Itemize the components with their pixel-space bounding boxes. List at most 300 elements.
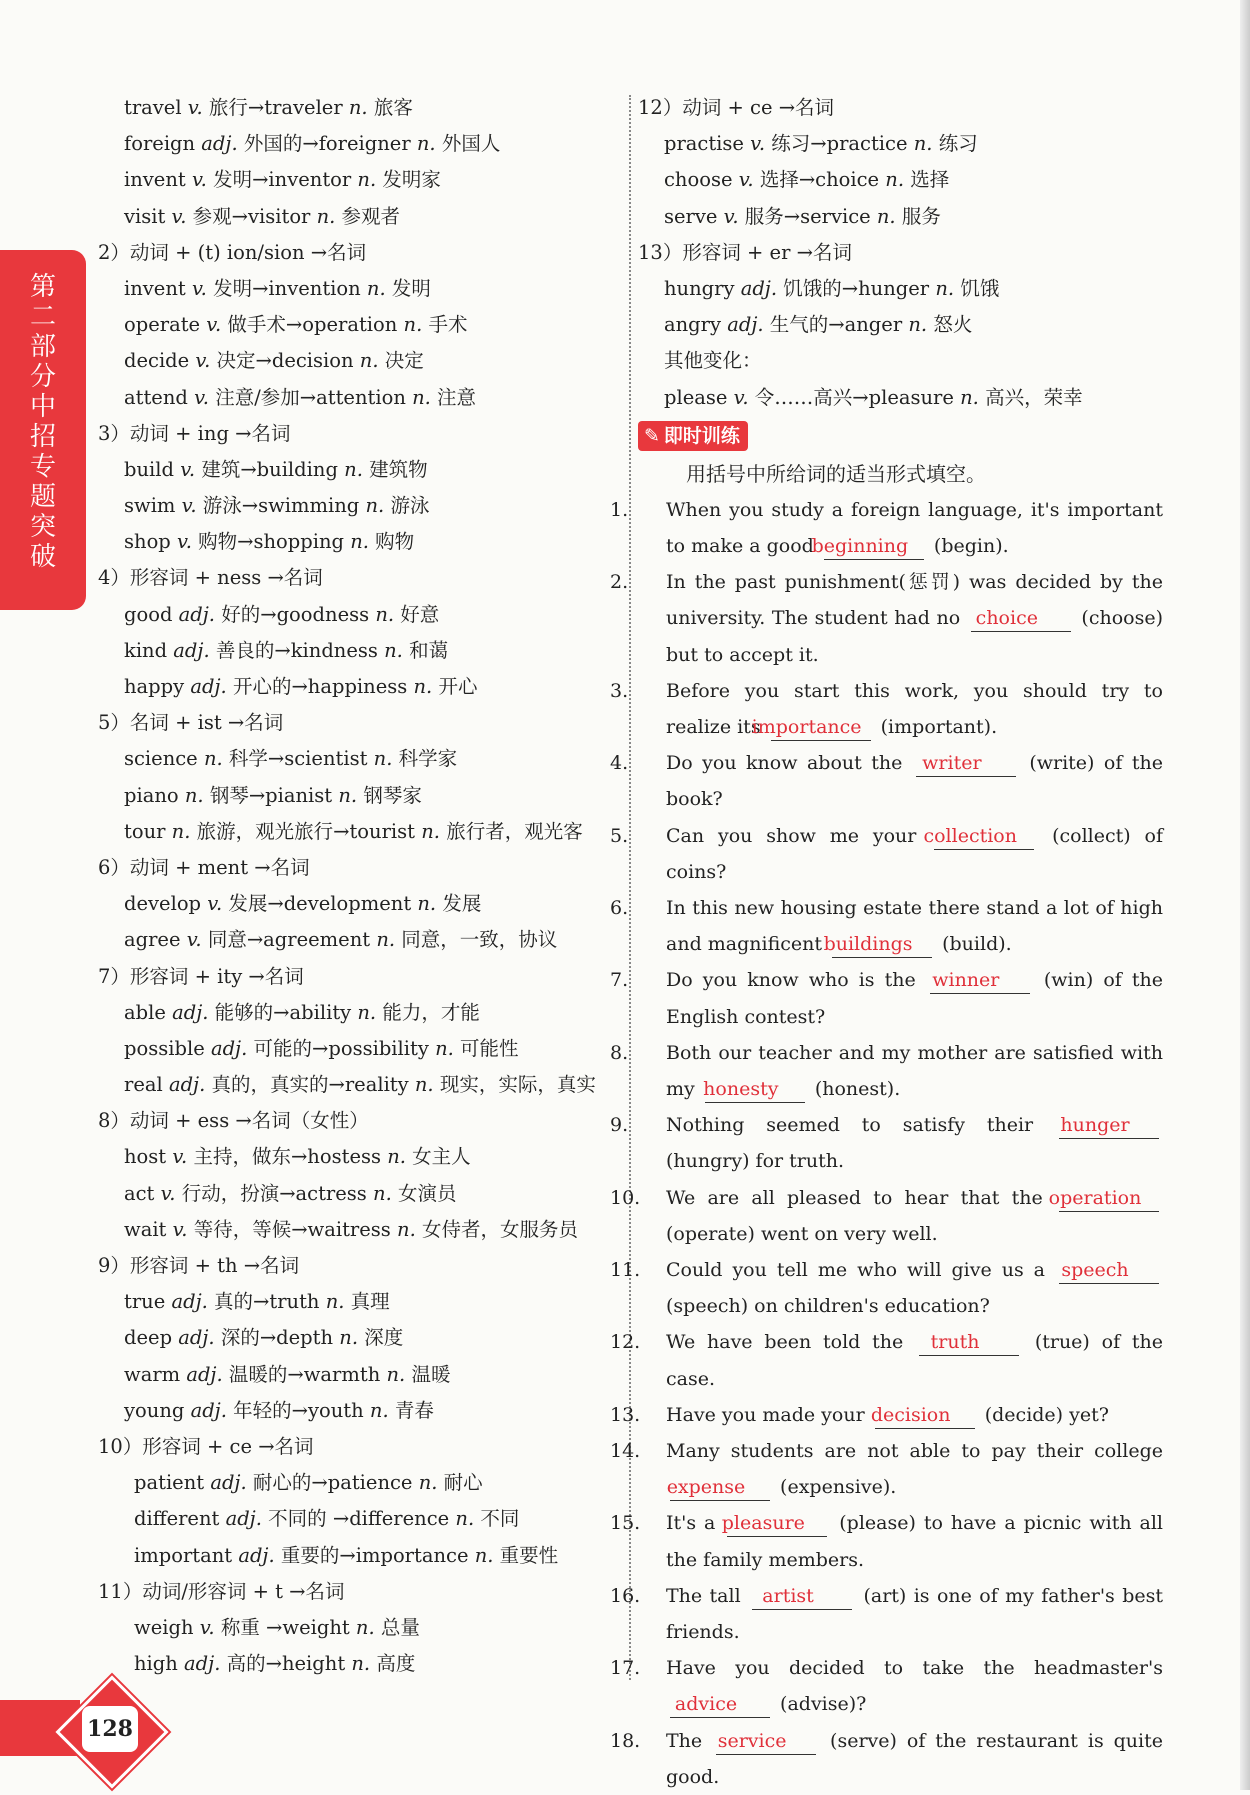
meaning: 手术	[428, 313, 468, 337]
part-of-speech: v.	[187, 96, 209, 119]
rule-heading: 2）动词 + (t) ion/sion →名词	[98, 240, 367, 264]
base-word: invent	[124, 276, 192, 300]
part-of-speech: adj.	[210, 1471, 253, 1495]
base-word: hungry	[664, 276, 741, 300]
word-pair	[98, 1176, 608, 1212]
question-item	[610, 890, 1163, 962]
derived-word: development	[283, 892, 418, 916]
derived-word: attention	[316, 385, 413, 409]
meaning: 重要的→	[280, 1543, 356, 1567]
derived-word: hostess	[307, 1145, 388, 1169]
part-of-speech: v.	[738, 168, 760, 192]
question-number: 11.	[610, 1258, 641, 1281]
question-text: Do you know about the	[666, 752, 912, 775]
base-word: deep	[124, 1326, 179, 1350]
answer-blank: decision	[875, 1402, 975, 1429]
question-text: Before you start this work, you should try to realize its	[666, 679, 1163, 738]
question-text: Can you show me your	[666, 824, 931, 847]
meaning: 发展	[442, 892, 482, 916]
part-of-speech: v.	[206, 313, 228, 337]
meaning: 女主人	[412, 1145, 471, 1169]
part-of-speech: adj.	[190, 675, 233, 698]
answer-blank: winner	[930, 967, 1030, 994]
word-pair	[638, 307, 1163, 343]
derived-word: invention	[268, 276, 367, 300]
part-of-speech: v.	[191, 276, 214, 300]
base-word: travel	[124, 96, 188, 119]
meaning: 不同的 →	[268, 1507, 350, 1531]
meaning: 不同	[480, 1507, 520, 1531]
word-pair	[638, 126, 1163, 162]
question-text: Have you decided to take the headmaster's	[666, 1657, 1163, 1680]
derived-word: possibility	[328, 1036, 436, 1060]
meaning: 做手术→	[227, 313, 303, 337]
question-hint: (hungry) for truth.	[666, 1150, 845, 1173]
meaning: 练习→	[771, 132, 827, 156]
part-of-speech: n.	[351, 1652, 377, 1676]
question-hint: (advise)?	[774, 1693, 867, 1716]
side-tab	[0, 250, 86, 610]
answer-blank: artist	[752, 1583, 852, 1610]
question-hint: (operate) went on very well.	[666, 1222, 938, 1245]
question-hint: (collect) of coins?	[666, 824, 1163, 883]
base-word: act	[124, 1181, 161, 1205]
word-pair	[638, 271, 1163, 307]
question-text: In this new housing estate there stand a lot of high and magnificent	[666, 896, 1163, 956]
meaning: 旅行者，观光客	[446, 819, 583, 843]
rule-heading: 13）形容词 + er →名词	[638, 240, 852, 264]
base-word: patient	[134, 1471, 211, 1495]
meaning: 善良的→	[215, 638, 291, 662]
base-word: invent	[124, 168, 192, 192]
base-word: please	[664, 385, 734, 409]
word-pair	[638, 380, 1163, 416]
question-item	[610, 1180, 1163, 1252]
derived-word: warmth	[303, 1362, 387, 1386]
rule-heading: 12）动词 + ce →名词	[638, 96, 835, 119]
question-hint: (choose) but to accept it.	[666, 607, 1163, 666]
part-of-speech: n.	[376, 928, 402, 952]
part-of-speech: n.	[184, 783, 210, 807]
part-of-speech: n.	[908, 313, 934, 337]
question-number: 1.	[610, 498, 629, 521]
question-hint: (speech) on children's education?	[666, 1295, 990, 1318]
part-of-speech: v.	[207, 892, 229, 916]
answer-blank: buildings	[832, 931, 932, 958]
part-of-speech: n.	[387, 1145, 413, 1169]
question-text: Many students are not able to pay their college	[666, 1439, 1163, 1462]
meaning: 科学家	[398, 747, 458, 771]
word-pair	[98, 1320, 608, 1356]
word-pair	[98, 1031, 608, 1067]
part-of-speech: n.	[203, 747, 229, 771]
meaning: 真的，真实的→	[211, 1073, 345, 1097]
meaning: 真理	[350, 1290, 390, 1314]
part-of-speech: adj.	[172, 1000, 215, 1024]
part-of-speech: n.	[416, 132, 442, 156]
word-pair	[98, 1465, 608, 1501]
meaning: 耐心	[443, 1471, 483, 1495]
part-of-speech: n.	[338, 783, 364, 807]
rule-heading: 3）动词 + ing →名词	[98, 421, 291, 445]
part-of-speech: n.	[355, 1615, 381, 1639]
question-hint: (begin).	[927, 534, 1009, 557]
meaning: 同意→	[207, 928, 264, 952]
meaning: 旅客	[373, 96, 413, 119]
base-word: host	[124, 1145, 173, 1169]
meaning: 发展→	[228, 892, 284, 916]
answer-blank: writer	[916, 750, 1016, 777]
meaning: 高兴，荣幸	[985, 385, 1083, 409]
question-item	[610, 1433, 1163, 1505]
word-pair	[98, 524, 608, 560]
meaning: 耐心的→	[252, 1471, 328, 1495]
rule-note: 其他变化：	[664, 349, 762, 373]
part-of-speech: n.	[885, 168, 911, 192]
part-of-speech: n.	[435, 1036, 461, 1060]
meaning: 年轻的→	[233, 1398, 308, 1422]
meaning: 女演员	[397, 1181, 457, 1205]
part-of-speech: adj.	[190, 1398, 234, 1422]
base-word: wait	[124, 1217, 173, 1241]
derived-word: pleasure	[868, 385, 961, 409]
part-of-speech: n.	[365, 494, 391, 518]
word-pair	[98, 597, 608, 633]
base-word: able	[124, 1000, 173, 1024]
part-of-speech: v.	[191, 168, 214, 192]
meaning: 行动，扮演→	[181, 1181, 296, 1205]
meaning: 同意，一致，协议	[401, 928, 558, 952]
meaning: 温暖	[411, 1362, 451, 1386]
word-pair	[98, 741, 608, 777]
side-tab-label: 第二部分 中招专题突破	[29, 272, 56, 572]
part-of-speech: n.	[455, 1507, 481, 1531]
meaning: 游泳	[390, 494, 430, 518]
base-word: practise	[664, 132, 751, 156]
derived-word: truth	[269, 1290, 326, 1314]
meaning: 购物	[375, 530, 415, 554]
word-pair	[98, 126, 608, 162]
meaning: 发明→	[213, 168, 269, 192]
meaning: 游泳→	[202, 494, 259, 518]
meaning: 深的→	[220, 1326, 277, 1350]
question-hint: (true) of the case.	[666, 1331, 1164, 1390]
question-text: The	[666, 1729, 713, 1752]
base-word: weigh	[134, 1615, 200, 1639]
meaning: 练习	[938, 132, 978, 156]
part-of-speech: n.	[413, 675, 439, 698]
base-word: foreign	[124, 132, 202, 156]
meaning: 可能性	[460, 1036, 519, 1060]
meaning: 女侍者，女服务员	[421, 1217, 578, 1241]
meaning: 建筑→	[201, 457, 257, 481]
derived-word: kindness	[290, 638, 385, 662]
pencil-icon: ✎	[644, 424, 660, 447]
base-word: kind	[124, 638, 174, 662]
question-text: It's a	[666, 1512, 724, 1535]
base-word: visit	[124, 204, 172, 228]
answer-blank: collection	[934, 823, 1034, 850]
word-pair	[98, 1139, 608, 1175]
part-of-speech: adj.	[168, 1073, 212, 1097]
meaning: 注意/参加→	[215, 385, 317, 409]
page-edge	[1240, 0, 1250, 1790]
question-number: 5.	[610, 824, 629, 847]
part-of-speech: v.	[160, 1181, 182, 1205]
meaning: 怒火	[933, 313, 973, 337]
base-word: warm	[124, 1362, 187, 1386]
part-of-speech: n.	[359, 349, 385, 373]
base-word: young	[124, 1398, 191, 1422]
question-item	[610, 962, 1163, 1034]
base-word: attend	[124, 385, 195, 409]
derived-word: patience	[327, 1471, 419, 1495]
part-of-speech: n.	[421, 819, 447, 843]
word-pair	[98, 922, 608, 958]
question-item	[610, 818, 1163, 890]
part-of-speech: adj.	[171, 1290, 215, 1314]
base-word: shop	[124, 530, 177, 554]
part-of-speech: adj.	[201, 132, 244, 156]
meaning: 服务	[901, 204, 941, 228]
part-of-speech: n.	[935, 276, 961, 300]
meaning: 好意	[400, 602, 440, 626]
word-pair	[98, 778, 608, 814]
rule-heading: 11）动词/形容词 + t →名词	[98, 1579, 345, 1603]
answer-blank: beginning	[824, 533, 924, 560]
base-word: real	[124, 1073, 169, 1097]
derived-word: decision	[271, 349, 360, 373]
base-word: serve	[664, 204, 724, 228]
part-of-speech: n.	[339, 1326, 365, 1350]
part-of-speech: adj.	[238, 1543, 281, 1567]
base-word: agree	[124, 928, 187, 952]
question-number: 15.	[610, 1512, 641, 1535]
word-pair	[98, 1610, 608, 1646]
part-of-speech: n.	[412, 385, 438, 409]
meaning: 旅行→	[208, 96, 265, 119]
meaning: 可能的→	[253, 1036, 329, 1060]
part-of-speech: adj.	[210, 1036, 254, 1060]
word-pair	[98, 1284, 608, 1320]
part-of-speech: n.	[417, 892, 443, 916]
meaning: 参观→	[192, 204, 248, 228]
base-word: tour	[124, 819, 172, 843]
part-of-speech: v.	[177, 530, 199, 554]
rule-heading: 9）形容词 + th →名词	[98, 1254, 300, 1277]
meaning: 青春	[394, 1398, 434, 1422]
part-of-speech: adj.	[740, 276, 784, 300]
part-of-speech: n.	[384, 638, 410, 662]
part-of-speech: n.	[373, 1181, 398, 1205]
part-of-speech: n.	[373, 747, 399, 771]
page-number-box	[82, 1706, 138, 1752]
base-word: decide	[124, 349, 196, 373]
base-word: true	[124, 1290, 172, 1314]
base-word: build	[124, 457, 181, 481]
meaning: 钢琴→	[209, 783, 266, 807]
answer-blank: speech	[1059, 1257, 1159, 1284]
base-word: piano	[124, 783, 185, 807]
answer-blank: truth	[919, 1329, 1019, 1356]
word-pair	[98, 995, 608, 1031]
part-of-speech: v.	[195, 349, 217, 373]
meaning: 开心	[438, 675, 478, 698]
rule-heading: 10）形容词 + ce →名词	[98, 1434, 314, 1458]
part-of-speech: n.	[876, 204, 902, 228]
part-of-speech: adj.	[178, 602, 222, 626]
meaning: 令……高兴→	[754, 385, 869, 409]
base-word: develop	[124, 892, 208, 916]
derived-word: ability	[289, 1000, 358, 1024]
question-hint: (serve) of the restaurant is quite good.	[666, 1729, 1163, 1788]
right-column	[610, 90, 1164, 1795]
derived-word: waitress	[307, 1217, 398, 1241]
meaning: 能力，才能	[382, 1000, 480, 1024]
rule-heading: 4）形容词 + ness →名词	[98, 566, 323, 590]
derived-word: pianist	[265, 783, 339, 807]
part-of-speech: n.	[325, 1290, 351, 1314]
part-of-speech: v.	[172, 1217, 194, 1241]
word-pair	[98, 633, 608, 669]
base-word: good	[124, 602, 179, 626]
question-number: 6.	[610, 896, 629, 919]
meaning: 发明	[391, 276, 431, 300]
exercise-title: 即时训练	[663, 424, 740, 447]
base-word: possible	[124, 1036, 211, 1060]
derived-word: depth	[276, 1326, 340, 1350]
word-pair	[98, 162, 608, 198]
part-of-speech: v.	[733, 385, 755, 409]
meaning: 称重 →	[220, 1615, 283, 1639]
question-number: 3.	[610, 679, 629, 702]
word-pair	[638, 199, 1163, 235]
question-number: 8.	[610, 1041, 629, 1064]
part-of-speech: n.	[403, 313, 429, 337]
derived-word: shopping	[253, 530, 351, 554]
derived-word: importance	[355, 1543, 475, 1567]
word-pair	[98, 90, 608, 126]
question-number: 10.	[610, 1186, 641, 1209]
word-pair	[98, 814, 608, 850]
base-word: swim	[124, 494, 182, 518]
derived-word: agreement	[263, 928, 377, 952]
word-pair	[98, 199, 608, 235]
word-pair	[98, 380, 608, 416]
derived-word: goodness	[276, 602, 376, 626]
part-of-speech: n.	[366, 276, 392, 300]
meaning: 决定→	[216, 349, 272, 373]
meaning: 注意	[437, 385, 477, 409]
word-pair	[98, 1212, 608, 1248]
question-text: The tall	[666, 1584, 749, 1607]
part-of-speech: v.	[180, 457, 202, 481]
derived-word: service	[800, 204, 877, 228]
derived-word: youth	[307, 1398, 370, 1422]
meaning: 参观者	[341, 204, 401, 228]
part-of-speech: n.	[913, 132, 939, 156]
meaning: 真的→	[214, 1290, 270, 1314]
meaning: 钢琴家	[363, 783, 422, 807]
meaning: 生气的→	[769, 313, 845, 337]
part-of-speech: n.	[474, 1543, 500, 1567]
meaning: 深度	[364, 1326, 404, 1350]
meaning: 现实，实际，真实	[439, 1073, 596, 1097]
meaning: 科学→	[228, 747, 285, 771]
question-item	[610, 1107, 1163, 1179]
question-item	[610, 1397, 1163, 1433]
question-item	[610, 1252, 1163, 1324]
word-pair	[98, 452, 608, 488]
question-item	[610, 1505, 1163, 1577]
meaning: 好的→	[221, 602, 277, 626]
part-of-speech: n.	[375, 602, 401, 626]
meaning: 饥饿	[960, 276, 1000, 300]
derived-word: visitor	[247, 204, 317, 228]
word-pair	[98, 669, 608, 705]
word-pair	[98, 488, 608, 524]
rule-heading: 5）名词 + ist →名词	[98, 711, 284, 735]
question-hint: (win) of the English contest?	[666, 969, 1163, 1028]
rule-heading: 6）动词 + ment →名词	[98, 855, 310, 879]
word-pair	[98, 1393, 608, 1429]
derived-word: weight	[282, 1615, 356, 1639]
question-text: When you study a foreign language, it's important to make a good	[666, 498, 1163, 557]
part-of-speech: adj.	[225, 1507, 269, 1531]
part-of-speech: n.	[357, 168, 383, 192]
base-word: happy	[124, 675, 191, 698]
derived-word: height	[281, 1652, 352, 1676]
word-pair	[98, 1067, 608, 1103]
word-pair	[98, 1538, 608, 1574]
question-item	[610, 1650, 1163, 1722]
derived-word: building	[256, 457, 345, 481]
base-word: important	[134, 1543, 239, 1567]
question-number: 4.	[610, 752, 629, 775]
question-text: Could you tell me who will give us a	[666, 1258, 1055, 1281]
part-of-speech: v.	[181, 494, 203, 518]
meaning: 主持，做东→	[193, 1145, 308, 1169]
question-text: We have been told the	[666, 1331, 916, 1354]
base-word: angry	[664, 313, 728, 337]
part-of-speech: adj.	[184, 1652, 227, 1676]
answer-blank: expense	[670, 1474, 770, 1501]
answer-blank: pleasure	[727, 1510, 827, 1537]
answer-blank: choice	[971, 605, 1071, 632]
question-text: Have you made your	[666, 1403, 871, 1426]
base-word: operate	[124, 313, 207, 337]
word-pair	[98, 271, 608, 307]
question-list	[610, 492, 1164, 1795]
base-word: high	[134, 1652, 185, 1676]
part-of-speech: n.	[960, 385, 986, 409]
question-hint: (art) is one of my father's best friends.	[666, 1584, 1163, 1643]
meaning: 开心的→	[232, 675, 308, 698]
meaning: 发明→	[213, 276, 269, 300]
word-pair	[98, 1501, 608, 1537]
word-pair	[98, 307, 608, 343]
part-of-speech: v.	[172, 1145, 194, 1169]
meaning: 建筑物	[369, 457, 428, 481]
question-hint: (decide) yet?	[978, 1403, 1109, 1426]
part-of-speech: v.	[171, 204, 193, 228]
question-number: 2.	[610, 571, 629, 594]
part-of-speech: n.	[350, 530, 376, 554]
rule-heading: 7）形容词 + ity →名词	[98, 964, 304, 988]
part-of-speech: n.	[348, 96, 374, 119]
meaning: 发明家	[382, 168, 441, 192]
answer-blank: importance	[771, 714, 871, 741]
